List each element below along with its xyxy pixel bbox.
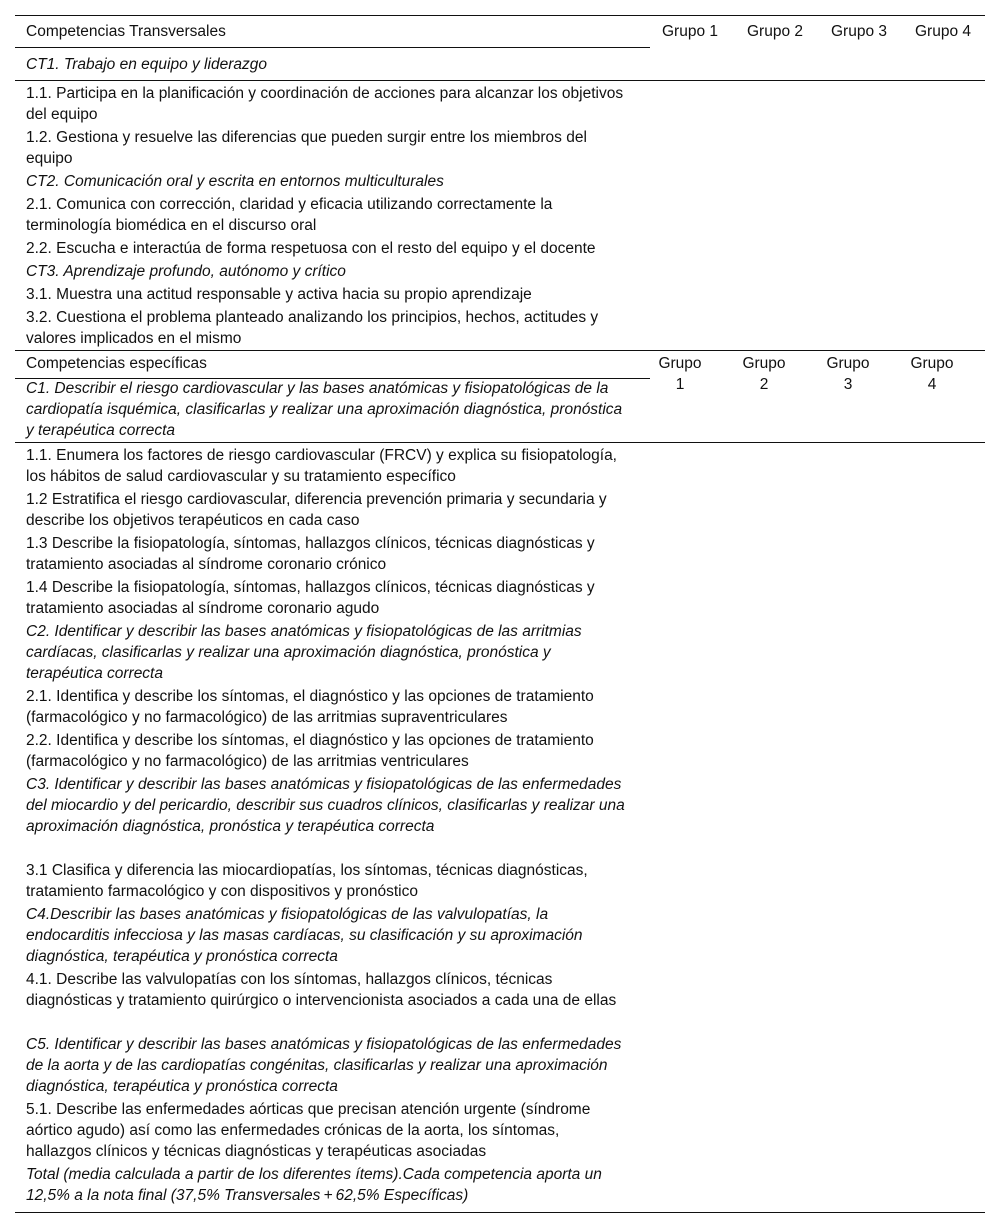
item-3-2: 3.2. Cuestiona el problema planteado analizando los principios, hechos, actitudes y valores implicados en el mismo <box>26 309 599 348</box>
group-number: 1 <box>675 376 685 394</box>
specific-group-3-header <box>808 353 888 395</box>
specific-group-1-header <box>640 353 720 395</box>
ct3-heading: CT3. Aprendizaje profundo, autónomo y crítico <box>26 263 346 280</box>
item-s-1-2: 1.2 Estratifica el riesgo cardiovascular, diferencia prevención primaria y secundaria y describe los objetivos terapéuticos en cada caso <box>26 491 607 530</box>
item-1-1: 1.1. Participa en la planificación y coordinación de acciones para alcanzar los objetivos del equipo <box>26 85 624 124</box>
item-2-2: 2.2. Escucha e interactúa de forma respetuosa con el resto del equipo y el docente <box>26 240 596 257</box>
item-s-1-3: 1.3 Describe la fisiopatología, síntomas, hallazgos clínicos, técnicas diagnósticas y tratamiento asociadas al síndrome coronario crónico <box>26 535 595 574</box>
group-number: 2 <box>759 376 769 394</box>
group-word: Grupo <box>658 355 702 372</box>
specific-top-rule <box>15 350 985 351</box>
group-1-header: Grupo 1 <box>661 23 718 40</box>
transversal-header-rule <box>15 47 650 48</box>
group-number: 4 <box>927 376 937 394</box>
item-s-2-2: 2.2. Identifica y describe los síntomas, el diagnóstico y las opciones de tratamiento (farmacológico y no farmacológico) de las arritmias ventriculares <box>26 732 594 771</box>
specific-group-2-header <box>724 353 804 395</box>
group-4-header: Grupo 4 <box>914 23 971 40</box>
c1-heading: C1. Describir el riesgo cardiovascular y las bases anatómicas y fisiopatológicas de la cardiopatía isquémica, clasificarlas y realizar una aproximación diagnóstica, pronóstica y terapéutica correcta <box>26 380 623 440</box>
item-s-1-1: 1.1. Enumera los factores de riesgo cardiovascular (FRCV) y explica su fisiopatología, los hábitos de salud cardiovascular y su tratamiento específico <box>26 447 617 486</box>
group-word: Grupo <box>910 355 954 372</box>
item-s-4-1: 4.1. Describe las valvulopatías con los síntomas, hallazgos clínicos, técnicas diagnósticas y tratamiento quirúrgico o intervencionista asociados a cada una de ellas <box>26 971 617 1010</box>
transversal-subheader-rule <box>15 80 985 81</box>
item-s-2-1: 2.1. Identifica y describe los síntomas, el diagnóstico y las opciones de tratamiento (farmacológico y no farmacológico) de las arritmias supraventriculares <box>26 688 594 727</box>
group-word: Grupo <box>742 355 786 372</box>
c4-heading: C4.Describir las bases anatómicas y fisiopatológicas de las valvulopatías, la endocarditis infecciosa y las masas cardíacas, su clasificación y su aproximación diagnóstica, terapéutica y pronóstica correcta <box>26 906 583 966</box>
specific-subheader-rule <box>15 442 985 443</box>
transversal-header: Competencias Transversales <box>26 23 226 40</box>
specific-header: Competencias específicas <box>26 355 207 372</box>
table-top-rule <box>15 15 985 16</box>
c5-heading: C5. Identificar y describir las bases anatómicas y fisiopatológicas de las enfermedades de la aorta y de las cardiopatías congénitas, clasificarlas y realizar una aproximación diagnóstica, terapéutica y pronóstica correcta <box>26 1036 622 1096</box>
item-1-2: 1.2. Gestiona y resuelve las diferencias que pueden surgir entre los miembros del equipo <box>26 129 587 168</box>
ct1-heading: CT1. Trabajo en equipo y liderazgo <box>26 56 267 73</box>
item-3-1: 3.1. Muestra una actitud responsable y activa hacia su propio aprendizaje <box>26 286 532 303</box>
table-bottom-rule <box>15 1212 985 1213</box>
group-word: Grupo <box>826 355 870 372</box>
c2-heading: C2. Identificar y describir las bases anatómicas y fisiopatológicas de las arritmias cardíacas, clasificarlas y realizar una aproximación diagnóstica, pronóstica y terapéutica correcta <box>26 623 582 683</box>
item-2-1: 2.1. Comunica con corrección, claridad y eficacia utilizando correctamente la terminología biomédica en el discurso oral <box>26 196 553 235</box>
ct2-heading: CT2. Comunicación oral y escrita en entornos multiculturales <box>26 173 444 190</box>
specific-group-4-header <box>892 353 972 395</box>
group-3-header: Grupo 3 <box>830 23 887 40</box>
item-s-3-1: 3.1 Clasifica y diferencia las miocardiopatías, los síntomas, técnicas diagnósticas, tratamiento farmacológico y con dispositivos y pronóstico <box>26 862 588 901</box>
item-s-1-4: 1.4 Describe la fisiopatología, síntomas, hallazgos clínicos, técnicas diagnósticas y tratamiento asociadas al síndrome coronario agudo <box>26 579 595 618</box>
item-s-5-1: 5.1. Describe las enfermedades aórticas que precisan atención urgente (síndrome aórtico agudo) así como las enfermedades crónicas de la aorta, los síntomas, hallazgos clínicos y técnicas diagnósticas y terapéuticas asociadas <box>26 1101 591 1161</box>
group-2-header: Grupo 2 <box>746 23 803 40</box>
total-note: Total (media calculada a partir de los diferentes ítems).Cada competencia aporta un 12,5% a la nota final (37,5% Transversales + 62,5% Específicas) <box>26 1166 602 1205</box>
group-number: 3 <box>843 376 853 394</box>
c3-heading: C3. Identificar y describir las bases anatómicas y fisiopatológicas de las enfermedades del miocardio y del pericardio, describir sus cuadros clínicos, clasificarlas y realizar una aproximación diagnóstica, pronóstica y terapéutica correcta <box>26 776 625 836</box>
